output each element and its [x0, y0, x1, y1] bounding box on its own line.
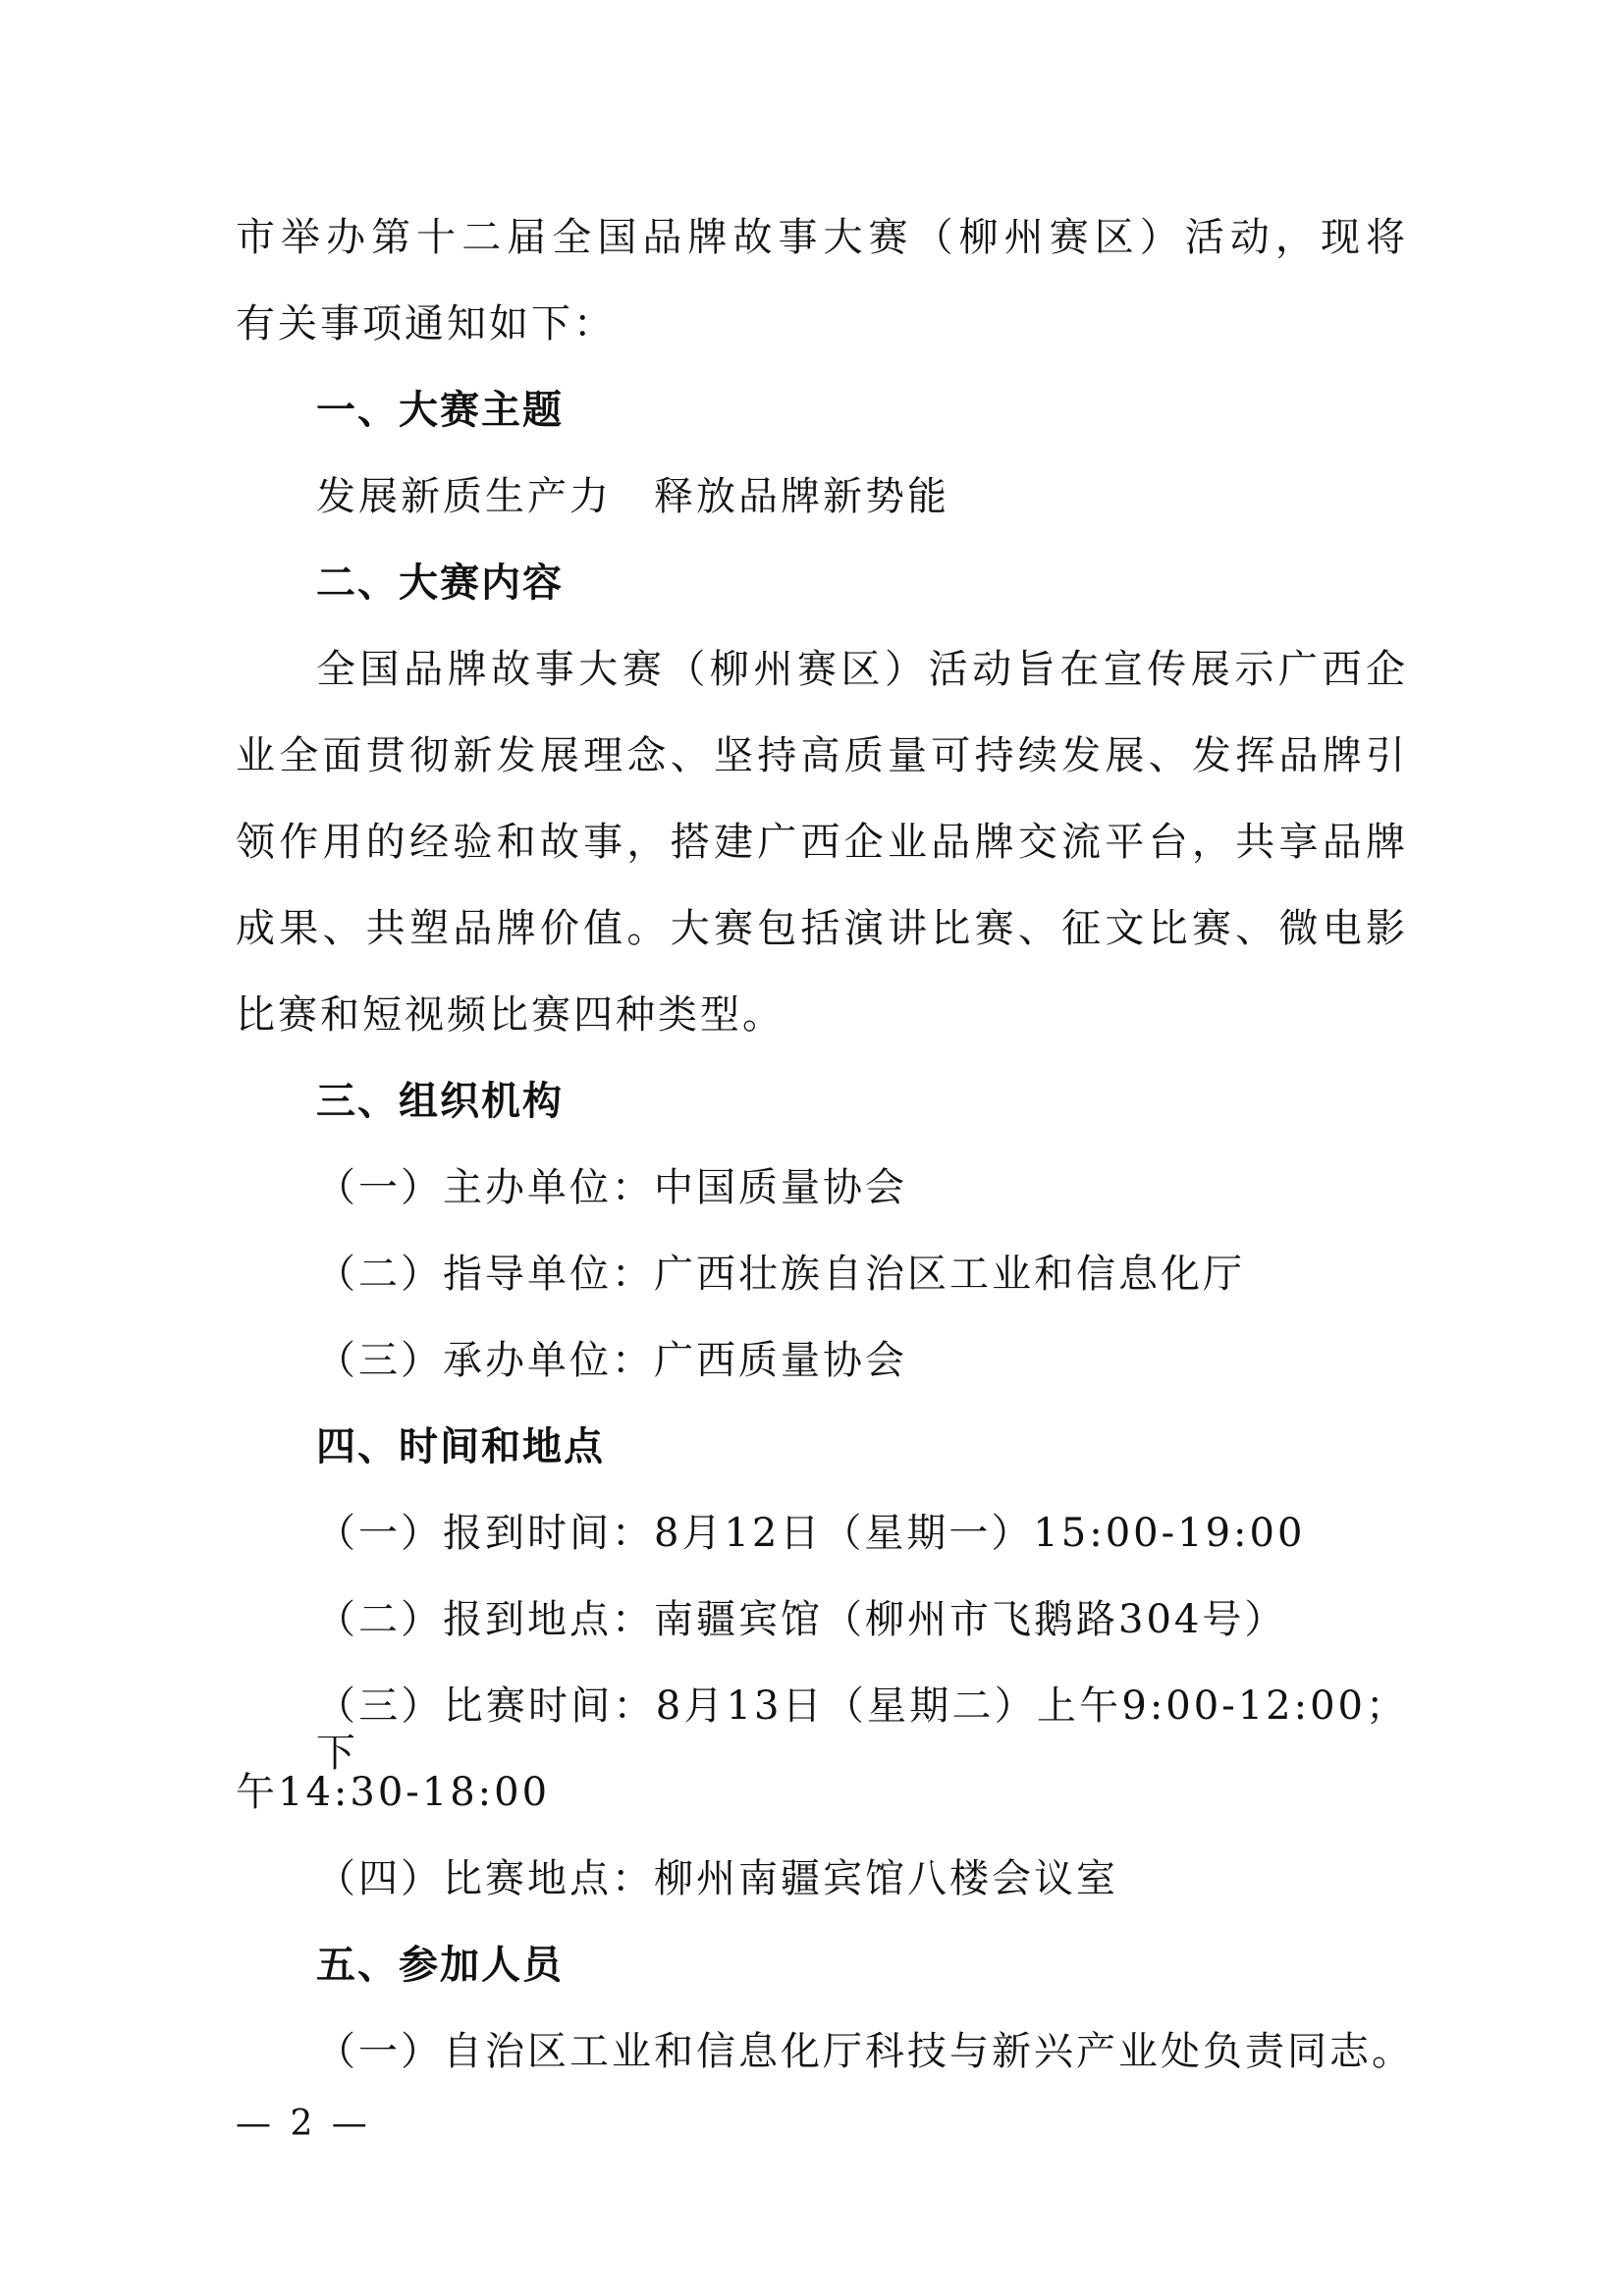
organization-item-organizer: （三）承办单位：广西质量协会 [316, 1338, 907, 1383]
organization-item-host: （一）主办单位：中国质量协会 [316, 1165, 907, 1210]
section-heading-theme: 一、大赛主题 [316, 388, 564, 433]
content-paragraph-line-3: 领作用的经验和故事，搭建广西企业品牌交流平台，共享品牌 [236, 820, 1408, 865]
participants-item-1: （一）自治区工业和信息化厅科技与新兴产业处负责同志。 [316, 2029, 1414, 2074]
theme-text: 发展新质生产力 释放品牌新势能 [316, 474, 949, 519]
content-paragraph-line-1: 全国品牌故事大赛（柳州赛区）活动旨在宣传展示广西企 [316, 647, 1408, 692]
content-paragraph-line-4: 成果、共塑品牌价值。大赛包括演讲比赛、征文比赛、微电影 [236, 906, 1408, 951]
content-paragraph-line-2: 业全面贯彻新发展理念、坚持高质量可持续发展、发挥品牌引 [236, 733, 1408, 778]
time-place-item-contest-time: （三）比赛时间：8月13日（星期二）上午9:00-12:00；下 [316, 1683, 1408, 1776]
section-heading-time-place: 四、时间和地点 [316, 1424, 605, 1469]
intro-line-1: 市举办第十二届全国品牌故事大赛（柳州赛区）活动，现将 [236, 215, 1408, 260]
section-heading-participants: 五、参加人员 [316, 1943, 564, 1988]
time-place-item-checkin-place: （二）报到地点：南疆宾馆（柳州市飞鹅路304号） [316, 1597, 1287, 1642]
organization-item-guide: （二）指导单位：广西壮族自治区工业和信息化厅 [316, 1252, 1245, 1297]
time-place-item-checkin-time: （一）报到时间：8月12日（星期一）15:00-19:00 [316, 1511, 1306, 1556]
intro-line-2: 有关事项通知如下： [236, 301, 616, 347]
page-number: — 2 — [236, 2104, 371, 2144]
section-heading-content: 二、大赛内容 [316, 561, 564, 606]
time-place-item-contest-time-continued: 午14:30-18:00 [236, 1770, 551, 1815]
section-heading-organization: 三、组织机构 [316, 1079, 564, 1124]
content-paragraph-line-5: 比赛和短视频比赛四种类型。 [236, 992, 785, 1038]
time-place-item-contest-place: （四）比赛地点：柳州南疆宾馆八楼会议室 [316, 1856, 1118, 1901]
